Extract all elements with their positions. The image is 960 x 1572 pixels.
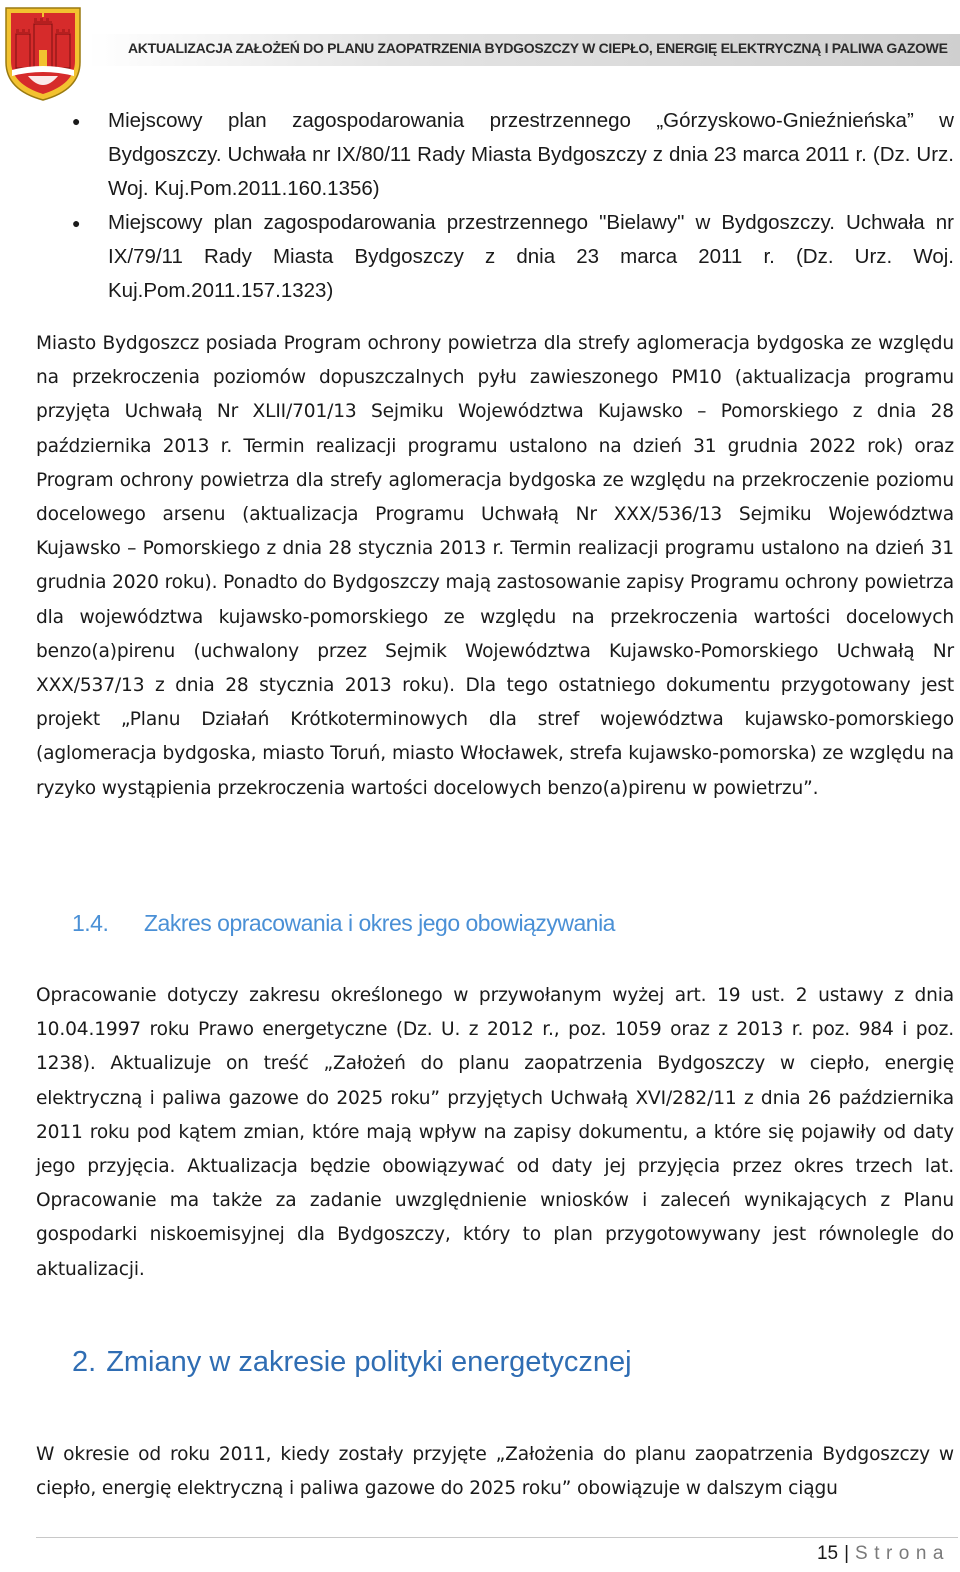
footer-separator: |	[844, 1543, 850, 1564]
page-number: 15	[816, 1543, 839, 1564]
section-title: Zmiany w zakresie polityki energetycznej	[106, 1346, 632, 1378]
list-item-text: Miejscowy plan zagospodarowania przestrzennego "Bielawy" w Bydgoszczy. Uchwała nr IX/79/11 Rady Miasta Bydgoszczy z dnia 23 marca 2011 r. (Dz. Urz. Woj. Kuj.Pom.2011.157.1323)	[108, 211, 954, 302]
bullet-icon: ●	[72, 113, 81, 129]
page-footer	[817, 1543, 950, 1565]
document-title: AKTUALIZACJA ZAŁOŻEŃ DO PLANU ZAOPATRZENIA BYDGOSZCZY W CIEPŁO, ENERGIĘ ELEKTRYCZNĄ I PALIWA GAZOWE	[128, 40, 948, 56]
section-number: 1.4.	[72, 910, 109, 936]
bullet-list	[0, 104, 960, 308]
paragraph-energy-policy: W okresie od roku 2011, kiedy zostały przyjęte „Założenia do planu zaopatrzenia Bydgoszczy w ciepło, energię elektryczną i paliwa gazowe do 2025 roku” obowiązuje w dalszym ciągu	[36, 1444, 954, 1500]
list-item	[0, 104, 960, 206]
section-title: Zakres opracowania i okres jego obowiązywania	[144, 910, 615, 936]
section-heading-1-4	[72, 910, 615, 937]
section-heading-2	[72, 1346, 632, 1379]
bullet-icon: ●	[72, 215, 81, 231]
paragraph-air-protection: Miasto Bydgoszcz posiada Program ochrony powietrza dla strefy aglomeracja bydgoska ze względu na przekroczenia poziomów dopuszczalnych pyłu zawieszonego PM10 (aktualizacja programu przyjęta Uchwałą Nr XLII/701/13 Sejmiku Województwa Kujawsko – Pomorskiego z dnia 28 października 2013 r. Termin realizacji programu ustalono na dzień 31 grudnia 2022 rok) oraz Program ochrony powietrza dla strefy aglomeracja bydgoska ze względu na przekroczenie poziomu docelowego arsenu (aktualizacja Programu Uchwałą Nr XXX/536/13 Sejmiku Województwa Kujawsko – Pomorskiego z dnia 28 stycznia 2013 r. Termin realizacji programu ustalono na dzień 31 grudnia 2020 roku). Ponadto do Bydgoszczy mają zastosowanie zapisy Programu ochrony powietrza dla województwa kujawsko-pomorskiego ze względu na przekroczenia wartości docelowych benzo(a)pirenu (uchwalony przez Sejmik Województwa Kujawsko-Pomorskiego Uchwałą Nr XXX/537/13 z dnia 28 stycznia 2013 roku). Dla tego ostatniego dokumentu przygotowany jest projekt „Planu Działań Krótkoterminowych dla stref województwa kujawsko-pomorskiego (aglomeracja bydgoska, miasto Toruń, miasto Włocławek, strefa kujawsko-pomorska) ze względu na ryzyko wystąpienia przekroczenia wartości docelowych benzo(a)pirenu w powietrzu”.	[36, 333, 954, 799]
paragraph-scope: Opracowanie dotyczy zakresu określonego w przywołanym wyżej art. 19 ust. 2 ustawy z dnia 10.04.1997 roku Prawo energetyczne (Dz. U. z 2012 r., poz. 1059 oraz z 2013 r. poz. 984 i poz. 1238). Aktualizuje on treść „Założeń do planu zaopatrzenia Bydgoszczy w ciepło, energię elektryczną i paliwa gazowe do 2025 roku” przyjętych Uchwałą XVI/282/11 z dnia 26 października 2011 roku pod kątem zmian, które mają wpływ na zapisy dokumentu, a które się pojawiły od daty jego przyjęcia. Aktualizacja będzie obowiązywać od daty jej przyjęcia przez okres trzech lat. Opracowanie ma także za zadanie uwzględnienie wniosków i zaleceń wynikających z Planu gospodarki niskoemisyjnej dla Bydgoszczy, który to plan przygotowywany jest równolegle do aktualizacji.	[36, 985, 954, 1280]
page-label: Strona	[855, 1543, 950, 1564]
list-item	[0, 206, 960, 308]
footer-divider	[36, 1537, 958, 1538]
list-item-text: Miejscowy plan zagospodarowania przestrzennego „Górzyskowo-Gnieźnieńska” w Bydgoszczy. Uchwała nr IX/80/11 Rady Miasta Bydgoszczy z dnia 23 marca 2011 r. (Dz. Urz. Woj. Kuj.Pom.2011.160.1356)	[108, 109, 954, 200]
section-number: 2.	[72, 1346, 97, 1378]
bydgoszcz-coat-of-arms-icon	[2, 4, 84, 102]
page-header	[0, 0, 960, 105]
